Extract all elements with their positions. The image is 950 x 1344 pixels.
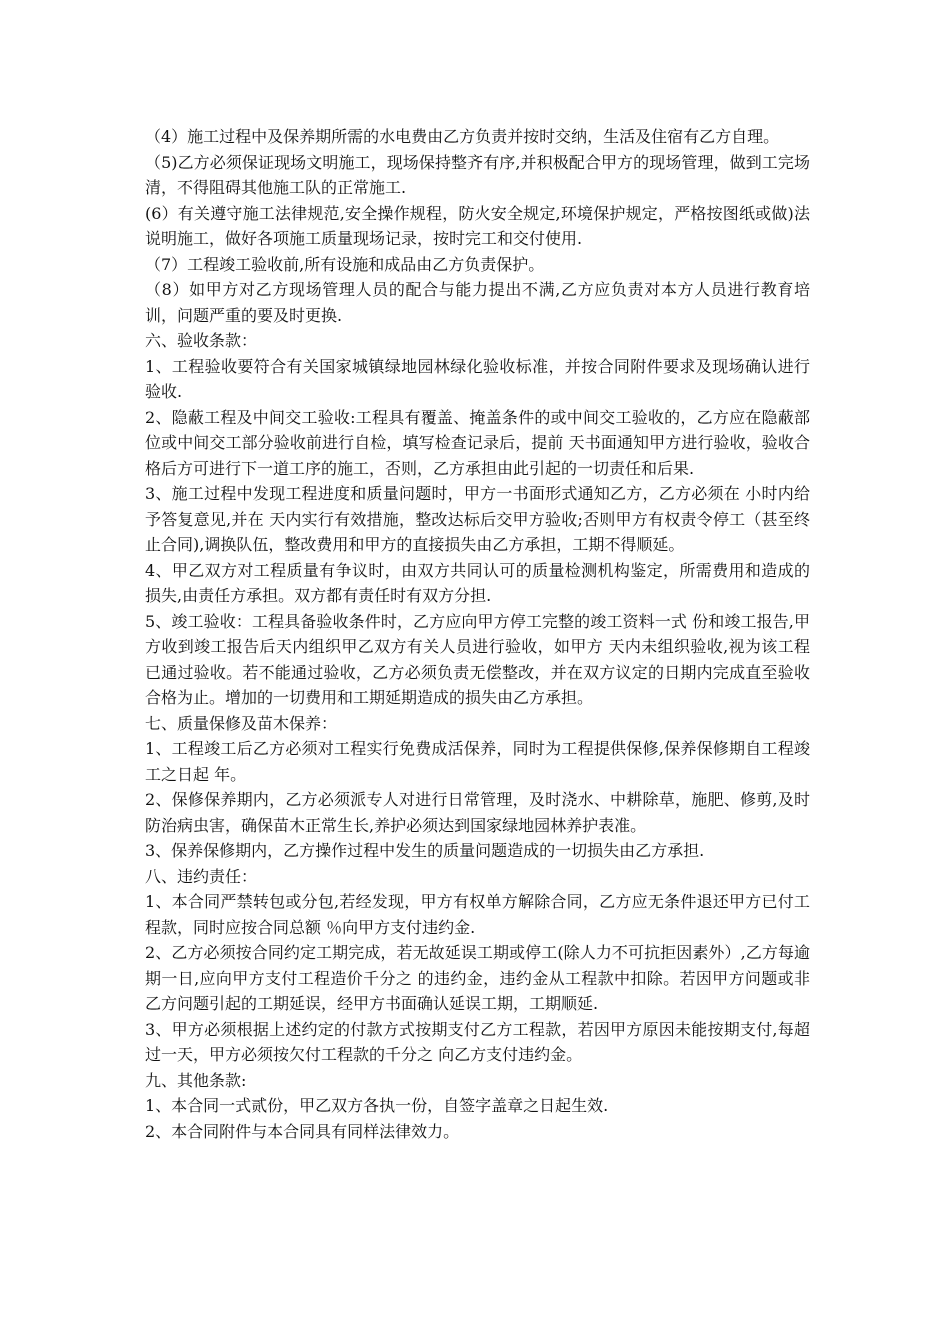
liability-item-1: 1、本合同严禁转包或分包,若经发现，甲方有权单方解除合同，乙方应无条件退还甲方已付工程款，同时应按合同总额 ％向甲方支付违约金.	[145, 892, 810, 937]
warranty-item-3: 3、保养保修期内，乙方操作过程中发生的质量问题造成的一切损失由乙方承担.	[145, 841, 705, 860]
clause-7-protection-before-acceptance: （7）工程竣工验收前,所有设施和成品由乙方负责保护。	[145, 254, 545, 274]
acceptance-item-1: 1、工程验收要符合有关国家城镇绿地园林绿化验收标准，并按合同附件要求及现场确认进行验收.	[145, 356, 810, 401]
acceptance-item-4: 4、甲乙双方对工程质量有争议时，由双方共同认可的质量检测机构鉴定，所需费用和造成的损失,由责任方承担。双方都有责任时有双方分担.	[145, 560, 810, 605]
liability-item-2: 2、乙方必须按合同约定工期完成，若无故延误工期或停工(除人力不可抗拒因素外）,乙方每逾期一日,应向甲方支付工程造价千分之 的违约金，违约金从工程款中扣除。若因甲方问题或非乙方问题引起的工期延误，经甲方书面确认延误工期，工期顺延.	[145, 943, 810, 1013]
other-terms-item-1: 1、本合同一式贰份，甲乙双方各执一份，自签字盖章之日起生效.	[145, 1096, 609, 1115]
clause-6-safety-regulations: (6）有关遵守施工法律规范,安全操作规程，防火安全规定,环境保护规定，严格按图纸或做)法说明施工，做好各项施工质量现场记录，按时完工和交付使用.	[145, 203, 810, 248]
clause-4-utilities: （4）施工过程中及保养期所需的水电费由乙方负责并按时交纳，生活及住宿有乙方自理。	[145, 127, 780, 146]
section-heading-acceptance: 六、验收条款：	[145, 331, 258, 350]
acceptance-item-2: 2、隐蔽工程及中间交工验收:工程具有覆盖、掩盖条件的或中间交工验收的，乙方应在隐蔽部位或中间交工部分验收前进行自检，填写检查记录后，提前 天书面通知甲方进行验收，验收合格后方可进行下一道工序的施工，否则，乙方承担由此引起的一切责任和后果.	[145, 407, 810, 478]
section-heading-warranty: 七、质量保修及苗木保养：	[145, 713, 338, 733]
section-heading-liability: 八、违约责任：	[145, 866, 258, 886]
acceptance-item-5: 5、竣工验收：工程具备验收条件时，乙方应向甲方停工完整的竣工资料一式 份和竣工报告,甲方收到竣工报告后天内组织甲乙双方有关人员进行验收，如甲方 天内未组织验收,视为该工程已通过验收。若不能通过验收，乙方必须负责无偿整改，并在双方议定的日期内完成直至验收合格为止。增加的一切费用和工期延期造成的损失由乙方承担。	[145, 611, 810, 707]
acceptance-item-3: 3、施工过程中发现工程进度和质量问题时，甲方一书面形式通知乙方，乙方必须在 小时内给予答复意见,并在 天内实行有效措施，整改达标后交甲方验收;否则甲方有权责令停工（甚至终止合同),调换队伍，整改费用和甲方的直接损失由乙方承担，工期不得顺延。	[145, 484, 810, 554]
section-heading-other-terms: 九、其他条款:	[145, 1070, 247, 1090]
warranty-item-1: 1、工程竣工后乙方必须对工程实行免费成活保养，同时为工程提供保修,保养保修期自工程竣工之日起 年。	[145, 739, 810, 784]
contract-document-page	[145, 124, 810, 1144]
clause-8-staff-training: （8）如甲方对乙方现场管理人员的配合与能力提出不满,乙方应负责对本方人员进行教育培训，问题严重的要及时更换.	[145, 280, 810, 325]
clause-5-civilized-construction: （5)乙方必须保证现场文明施工，现场保持整齐有序,并积极配合甲方的现场管理，做到工完场清，不得阻碍其他施工队的正常施工.	[145, 152, 810, 197]
warranty-item-2: 2、保修保养期内，乙方必须派专人对进行日常管理，及时浇水、中耕除草，施肥、修剪,及时防治病虫害，确保苗木正常生长,养护必须达到国家绿地园林养护表准。	[145, 790, 810, 835]
liability-item-3: 3、甲方必须根据上述约定的付款方式按期支付乙方工程款，若因甲方原因未能按期支付,每超过一天，甲方必须按欠付工程款的千分之 向乙方支付违约金。	[145, 1019, 810, 1064]
other-terms-item-2: 2、本合同附件与本合同具有同样法律效力。	[145, 1121, 460, 1141]
